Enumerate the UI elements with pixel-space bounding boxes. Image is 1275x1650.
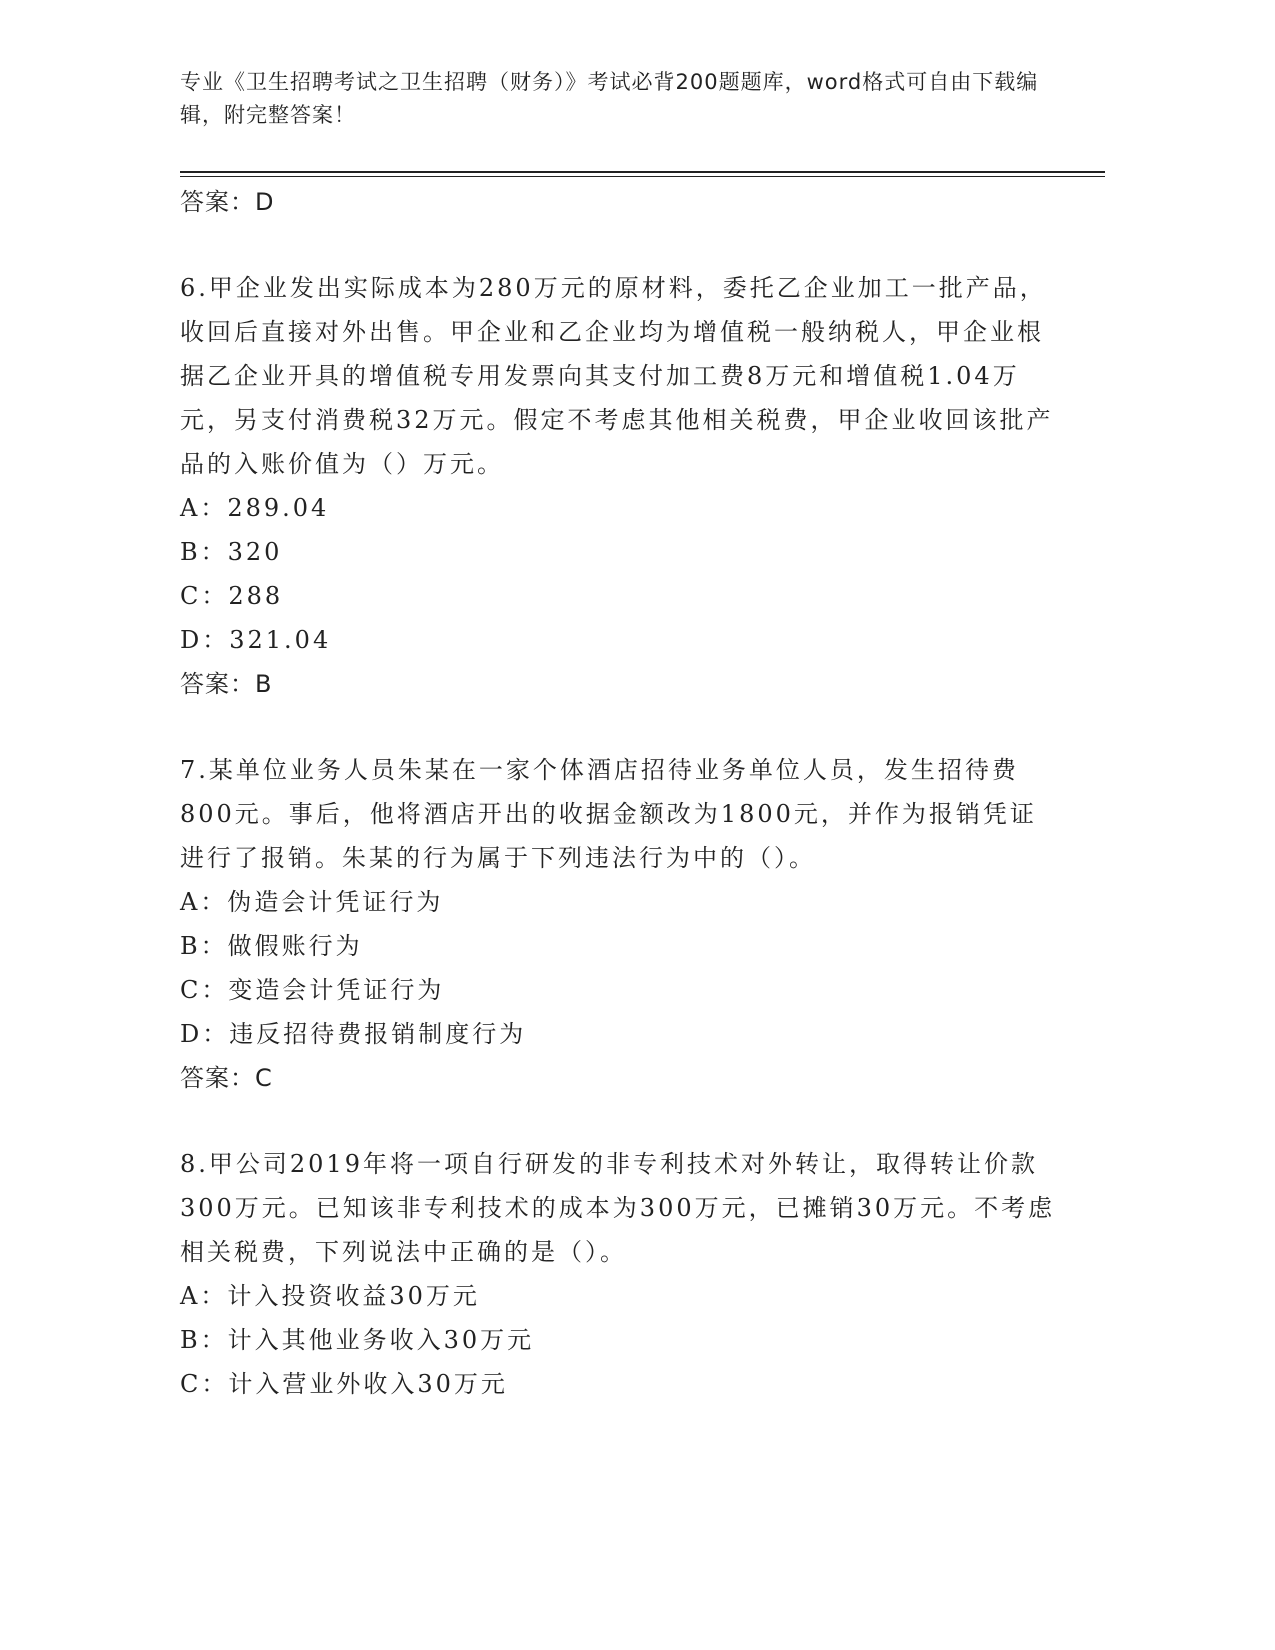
question-text: 7.某单位业务人员朱某在一家个体酒店招待业务单位人员，发生招待费800元。事后，他将酒店开出的收据金额改为1800元，并作为报销凭证进行了报销。朱某的行为属于下列违法行为中的（）。 bbox=[180, 756, 1037, 872]
document-body bbox=[180, 180, 1060, 1406]
question-text: 8.甲公司2019年将一项自行研发的非专利技术对外转让，取得转让价款300万元。已知该非专利技术的成本为300万元，已摊销30万元。不考虑相关税费，下列说法中正确的是（）。 bbox=[180, 1150, 1056, 1266]
question-7 bbox=[180, 748, 1060, 1100]
option-a: A：289.04 bbox=[180, 494, 330, 522]
option-c: C：变造会计凭证行为 bbox=[180, 976, 445, 1004]
answer: 答案：C bbox=[180, 1064, 273, 1092]
option-d: D：321.04 bbox=[180, 626, 332, 654]
option-a: A：计入投资收益30万元 bbox=[180, 1282, 480, 1310]
option-c: C：计入营业外收入30万元 bbox=[180, 1370, 508, 1398]
previous-answer: 答案：D bbox=[180, 188, 275, 216]
answer: 答案：B bbox=[180, 670, 273, 698]
option-b: B：计入其他业务收入30万元 bbox=[180, 1326, 535, 1354]
question-6 bbox=[180, 266, 1060, 706]
option-d: D：违反招待费报销制度行为 bbox=[180, 1020, 527, 1048]
option-c: C：288 bbox=[180, 582, 284, 610]
header-divider-thick bbox=[180, 171, 1105, 173]
option-b: B：320 bbox=[180, 538, 283, 566]
header-divider-thin bbox=[180, 176, 1105, 177]
option-a: A：伪造会计凭证行为 bbox=[180, 888, 444, 916]
option-b: B：做假账行为 bbox=[180, 932, 363, 960]
question-text: 6.甲企业发出实际成本为280万元的原材料，委托乙企业加工一批产品，收回后直接对外出售。甲企业和乙企业均为增值税一般纳税人，甲企业根据乙企业开具的增值税专用发票向其支付加工费8万元和增值税1.04万元，另支付消费税32万元。假定不考虑其他相关税费，甲企业收回该批产品的入账价值为（）万元。 bbox=[180, 274, 1054, 478]
question-8 bbox=[180, 1142, 1060, 1406]
document-header: 专业《卫生招聘考试之卫生招聘（财务）》考试必背200题题库，word格式可自由下载编辑，附完整答案！ bbox=[180, 70, 1039, 127]
